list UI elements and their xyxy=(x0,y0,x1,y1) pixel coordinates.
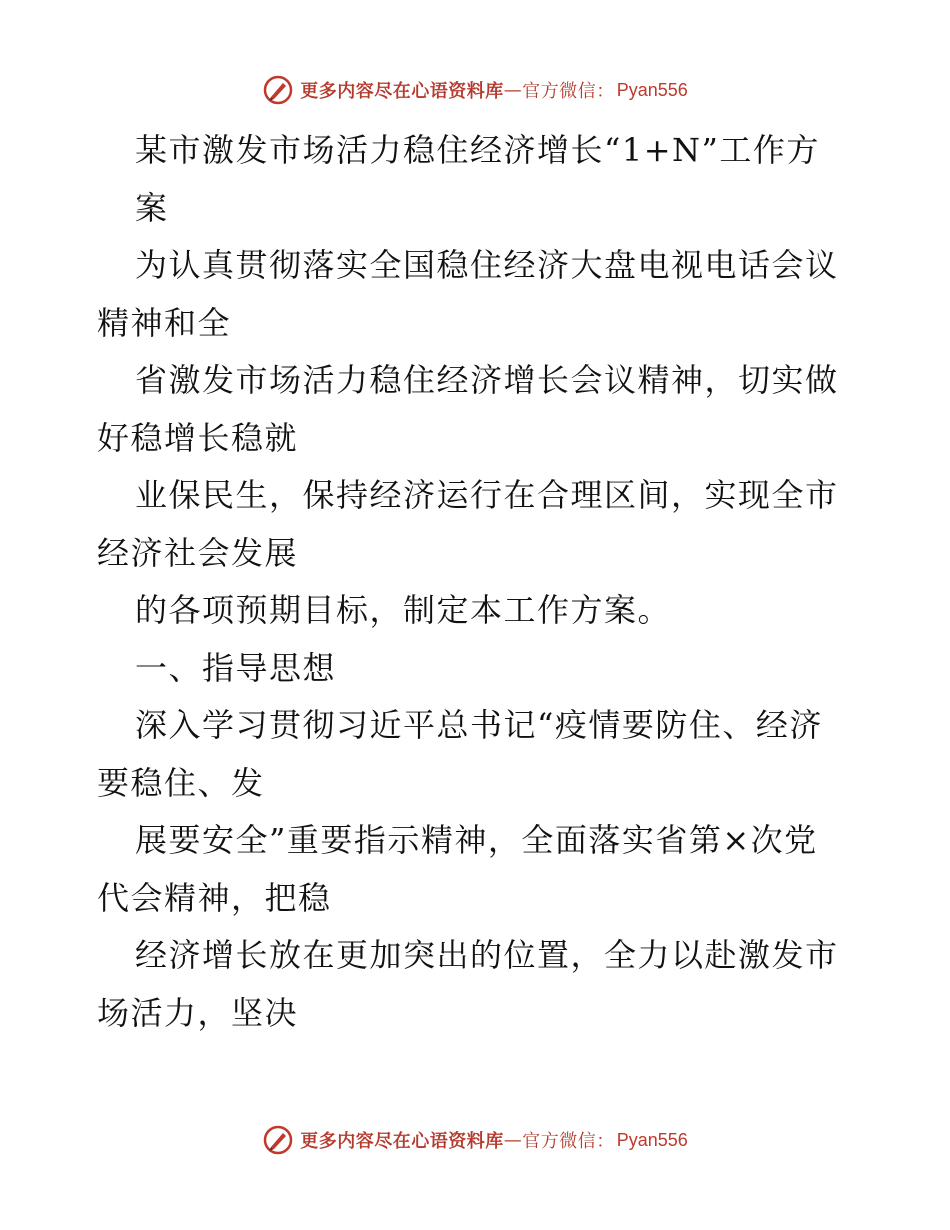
footer-watermark xyxy=(0,1120,950,1160)
document-line: 业保民生，保持经济运行在合理区间，实现全市 xyxy=(135,476,839,514)
watermark-id: Pyan556 xyxy=(616,1129,688,1150)
document-line: 某市激发市场活力稳住经济增长“1+N”工作方 xyxy=(135,131,820,169)
document-line: 经济增长放在更加突出的位置，全力以赴激发市 xyxy=(135,936,839,974)
document-line: 深入学习贯彻习近平总书记“疫情要防住、经济 xyxy=(135,706,823,744)
document-line: 一、指导思想 xyxy=(135,648,337,687)
document-line: 好稳增长稳就 xyxy=(97,418,299,457)
header-watermark xyxy=(0,70,950,110)
watermark-dash: — xyxy=(503,79,523,101)
watermark-sub-text: 官方微信： xyxy=(522,81,615,102)
document-line: 案 xyxy=(135,188,169,227)
document-body xyxy=(97,122,857,1042)
pen-logo-icon xyxy=(262,74,294,106)
document-line: 精神和全 xyxy=(97,303,232,342)
watermark-dash: — xyxy=(503,1129,523,1151)
document-line: 场活力，坚决 xyxy=(97,993,299,1032)
document-line: 要稳住、发 xyxy=(97,763,265,802)
document-line: 经济社会发展 xyxy=(97,533,299,572)
pen-logo-icon xyxy=(262,1124,294,1156)
watermark-sub-text: 官方微信： xyxy=(522,1131,615,1152)
document-line: 代会精神，把稳 xyxy=(97,878,332,917)
document-line: 省激发市场活力稳住经济增长会议精神，切实做 xyxy=(135,361,839,399)
document-line: 为认真贯彻落实全国稳住经济大盘电视电话会议 xyxy=(135,246,839,284)
watermark-main-text: 更多内容尽在心语资料库 xyxy=(300,1131,504,1152)
watermark-id: Pyan556 xyxy=(616,79,688,100)
document-line: 的各项预期目标，制定本工作方案。 xyxy=(135,591,672,629)
document-line: 展要安全”重要指示精神，全面落实省第×次党 xyxy=(135,821,818,859)
watermark-main-text: 更多内容尽在心语资料库 xyxy=(300,81,504,102)
